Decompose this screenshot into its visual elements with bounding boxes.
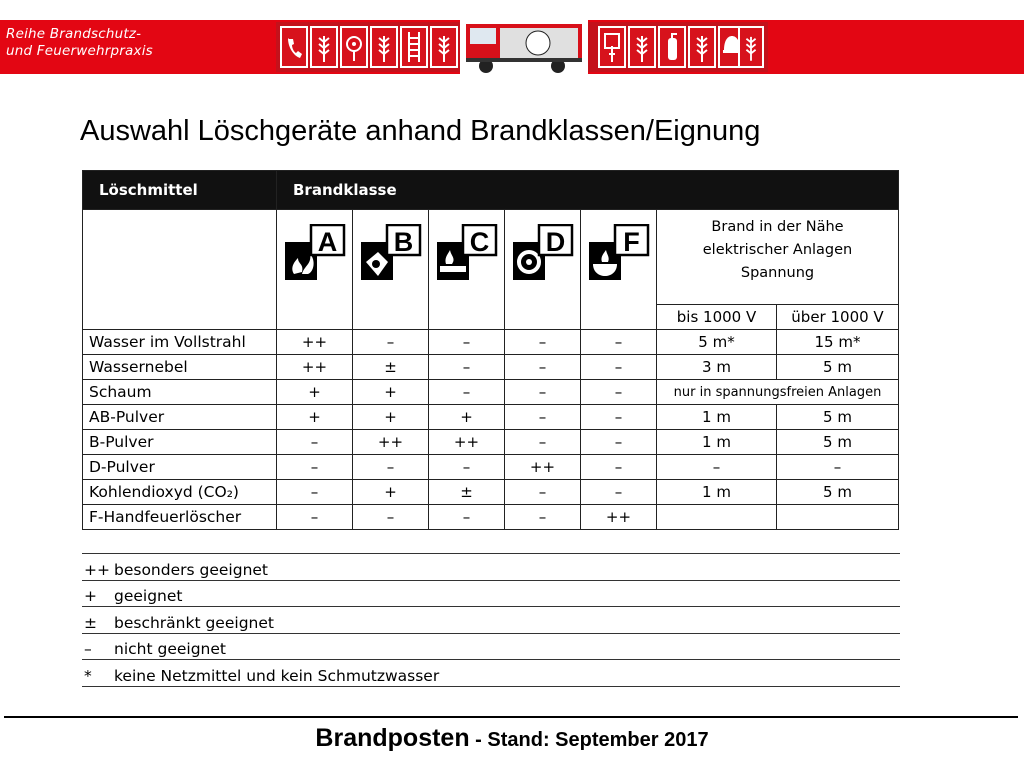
wheat-icon: [688, 26, 716, 68]
agent-header-blank: [83, 210, 277, 330]
legend-row: [82, 634, 900, 661]
svg-text:B: B: [393, 227, 413, 257]
rating-class-c: +: [429, 405, 505, 430]
row-agent-label: Kohlendioxyd (CO₂): [83, 480, 277, 505]
col-header-agent: Löschmittel: [83, 171, 277, 210]
class-b-icon: [360, 224, 422, 282]
rating-class-a: –: [277, 430, 353, 455]
distance-high-voltage: 5 m: [777, 480, 899, 505]
rating-class-a: ++: [277, 330, 353, 355]
rating-class-a: –: [277, 455, 353, 480]
rating-class-c: ++: [429, 430, 505, 455]
svg-text:D: D: [545, 227, 565, 257]
legend-row: [82, 553, 900, 581]
rating-class-b: +: [353, 480, 429, 505]
rating-class-f: –: [581, 330, 657, 355]
rating-class-c: –: [429, 330, 505, 355]
distance-low-voltage: 1 m: [657, 480, 777, 505]
class-a-icon: [284, 224, 346, 282]
table-row: [83, 505, 899, 530]
series-title-line1: Reihe Brandschutz-: [6, 26, 142, 42]
ladder-icon: [400, 26, 428, 68]
rating-class-f: –: [581, 455, 657, 480]
class-b-cell: [353, 210, 429, 330]
distance-low-voltage: 1 m: [657, 430, 777, 455]
rating-class-a: –: [277, 505, 353, 530]
rating-class-d: –: [505, 355, 581, 380]
legend-text: nicht geeignet: [114, 640, 226, 658]
table-row: [83, 405, 899, 430]
rating-class-d: –: [505, 505, 581, 530]
class-f-cell: [581, 210, 657, 330]
distance-low-voltage: 3 m: [657, 355, 777, 380]
legend-row: [82, 581, 900, 608]
rating-class-b: ++: [353, 430, 429, 455]
hose-reel-icon: [340, 26, 368, 68]
rating-class-c: –: [429, 380, 505, 405]
rating-class-b: –: [353, 455, 429, 480]
rating-class-d: –: [505, 330, 581, 355]
legend: [82, 553, 900, 687]
rating-class-d: –: [505, 480, 581, 505]
svg-text:C: C: [469, 227, 489, 257]
rating-class-f: ++: [581, 505, 657, 530]
rating-class-c: –: [429, 455, 505, 480]
legend-symbol: +: [84, 587, 97, 605]
row-agent-label: Wasser im Vollstrahl: [83, 330, 277, 355]
table-row: [83, 480, 899, 505]
rating-class-d: ++: [505, 455, 581, 480]
series-title: [6, 26, 153, 60]
fire-truck-icon: [460, 20, 588, 74]
footer-subtitle: - Stand: September 2017: [469, 729, 709, 751]
legend-symbol: *: [84, 666, 92, 685]
svg-text:A: A: [317, 227, 337, 257]
distance-high-voltage: 5 m: [777, 405, 899, 430]
wheat-icon: [430, 26, 458, 68]
svg-text:F: F: [622, 227, 640, 257]
rating-class-b: –: [353, 330, 429, 355]
legend-text: beschränkt geeignet: [114, 613, 274, 632]
rating-class-f: –: [581, 405, 657, 430]
rating-class-f: –: [581, 355, 657, 380]
header-banner: [0, 20, 1024, 74]
rating-class-c: –: [429, 505, 505, 530]
distance-high-voltage: [777, 505, 899, 530]
footer: [0, 724, 1024, 753]
extinguisher-icon: [658, 26, 686, 68]
table-row: [83, 430, 899, 455]
col-header-class: Brandklasse: [277, 171, 899, 210]
legend-text: keine Netzmittel und kein Schmutzwasser: [114, 666, 440, 685]
footer-divider: [4, 716, 1018, 718]
legend-symbol: –: [84, 640, 92, 658]
rating-class-d: –: [505, 405, 581, 430]
rating-class-f: –: [581, 480, 657, 505]
table-row: [83, 330, 899, 355]
rating-class-a: +: [277, 405, 353, 430]
class-d-icon: [512, 224, 574, 282]
row-agent-label: F-Handfeuerlöscher: [83, 505, 277, 530]
table-row: [83, 380, 899, 405]
electrical-header: [657, 210, 899, 305]
class-a-cell: [277, 210, 353, 330]
distance-low-voltage: –: [657, 455, 777, 480]
rating-class-a: ++: [277, 355, 353, 380]
rating-class-b: +: [353, 405, 429, 430]
distance-low-voltage: 5 m*: [657, 330, 777, 355]
legend-text: besonders geeignet: [114, 560, 269, 579]
distance-high-voltage: 15 m*: [777, 330, 899, 355]
legend-text: geeignet: [114, 587, 183, 605]
wheat-icon: [738, 26, 764, 68]
class-c-cell: [429, 210, 505, 330]
distance-high-voltage: –: [777, 455, 899, 480]
rating-class-b: +: [353, 380, 429, 405]
row-agent-label: B-Pulver: [83, 430, 277, 455]
voltage-label: Spannung: [740, 265, 815, 281]
rating-class-d: –: [505, 380, 581, 405]
voltage-low-header: bis 1000 V: [657, 305, 777, 330]
table-row: [83, 355, 899, 380]
wheat-icon: [310, 26, 338, 68]
distance-high-voltage: 5 m: [777, 355, 899, 380]
electrical-note: nur in spannungsfreien Anlagen: [657, 380, 899, 405]
rating-class-f: –: [581, 430, 657, 455]
row-agent-label: Wassernebel: [83, 355, 277, 380]
phone-icon: [280, 26, 308, 68]
legend-symbol: ±: [84, 613, 97, 632]
rating-class-a: –: [277, 480, 353, 505]
electrical-header-text: Brand in der Nähe elektrischer Anlagen: [702, 219, 853, 258]
wheat-icon: [628, 26, 656, 68]
class-f-icon: [588, 224, 650, 282]
class-c-icon: [436, 224, 498, 282]
legend-row: [82, 607, 900, 634]
class-d-cell: [505, 210, 581, 330]
page-title: Auswahl Löschgeräte anhand Brandklassen/Eignung: [80, 115, 761, 147]
distance-high-voltage: 5 m: [777, 430, 899, 455]
rating-class-a: +: [277, 380, 353, 405]
rating-class-b: –: [353, 505, 429, 530]
table-row: [83, 455, 899, 480]
alarm-button-icon: [598, 26, 626, 68]
legend-row: [82, 660, 900, 687]
legend-symbol: ++: [84, 560, 110, 579]
rating-class-d: –: [505, 430, 581, 455]
suitability-table: [82, 170, 898, 530]
row-agent-label: Schaum: [83, 380, 277, 405]
footer-title: Brandposten: [315, 724, 470, 752]
row-agent-label: AB-Pulver: [83, 405, 277, 430]
wheat-icon: [370, 26, 398, 68]
row-agent-label: D-Pulver: [83, 455, 277, 480]
distance-low-voltage: [657, 505, 777, 530]
series-title-line2: und Feuerwehrpraxis: [6, 43, 153, 59]
rating-class-c: –: [429, 355, 505, 380]
voltage-high-header: über 1000 V: [777, 305, 899, 330]
rating-class-f: –: [581, 380, 657, 405]
distance-low-voltage: 1 m: [657, 405, 777, 430]
rating-class-c: ±: [429, 480, 505, 505]
rating-class-b: ±: [353, 355, 429, 380]
